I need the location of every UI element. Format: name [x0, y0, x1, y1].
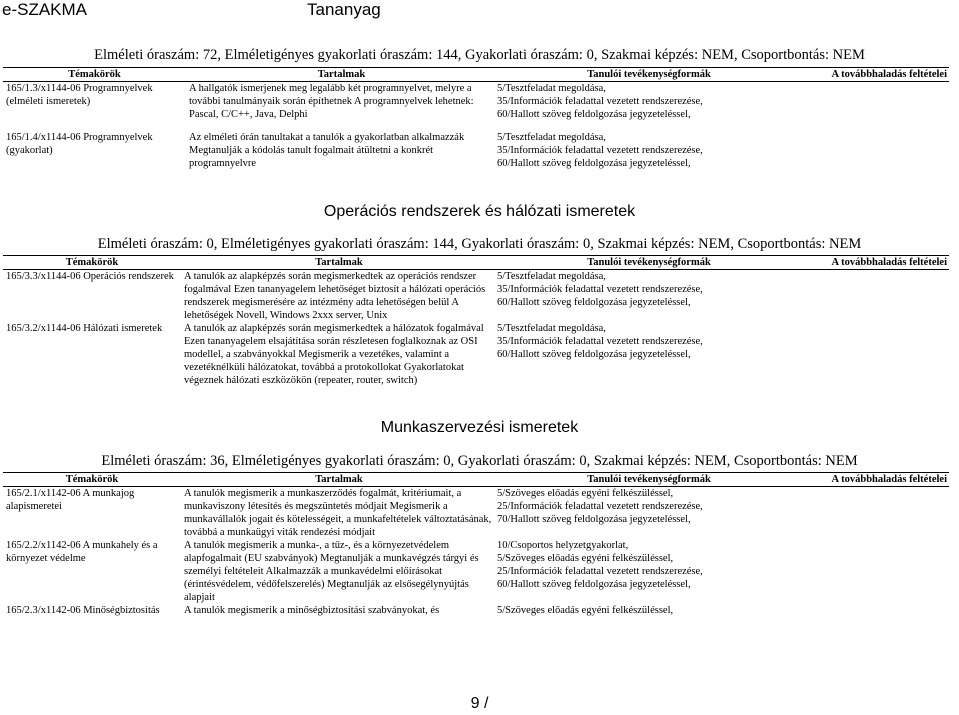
section-meta: Elméleti óraszám: 72, Elméletigényes gyakorlati óraszám: 144, Gyakorlati óraszám: 0, Szakmai képzés: NEM, Csoportbontás: NEM — [94, 47, 865, 63]
activity-item: 60/Hallott szöveg feldolgozása jegyzeteléssel, — [497, 157, 691, 169]
activity-item: 25/Információk feladattal vezetett rendszerezése, — [497, 501, 703, 512]
header-topics: Témakörök — [3, 256, 181, 270]
table-row — [3, 131, 949, 170]
conditions-cell — [801, 539, 949, 604]
activity-item: 70/Hallott szöveg feldolgozása jegyzeteléssel, — [497, 514, 691, 525]
table-header-row — [3, 68, 949, 82]
content-cell: A tanulók megismerik a munkaszerződés fogalmát, kritériumait, a munkaviszony létesítés és megszüntetés módjait Megismerik a munkavállalók jogait és kötelességeit, a munkafeltételek változtatásának, továbbá a munkaügyi viták rendezési módjait — [184, 488, 492, 538]
document-title: Tananyag — [307, 0, 381, 19]
activity-item: 60/Hallott szöveg feldolgozása jegyzeteléssel, — [497, 579, 691, 590]
section-title: Operációs rendszerek és hálózati ismeretek — [323, 203, 636, 220]
curriculum-table — [3, 472, 949, 617]
content-cell: A tanulók az alapképzés során megismerkedtek az operációs rendszer fogalmával Ezen tananyagelem lehetőséget biztosít a hálózati operációs rendszerek megismerésére az intézmény adta lehetőségen belül A lehetőségek Novell, Windows 2xxx server, Unix — [184, 271, 486, 321]
header-contents: Tartalmak — [181, 473, 497, 487]
activity-item: 5/Tesztfeladat megoldása, — [497, 131, 606, 143]
activity-item: 60/Hallott szöveg feldolgozása jegyzeteléssel, — [497, 109, 691, 120]
activity-item: 60/Hallott szöveg feldolgozása jegyzeteléssel, — [497, 349, 691, 360]
topic-cell: 165/2.3/x1142-06 Minőségbiztosítás — [6, 605, 160, 616]
header-conditions: A továbbhaladás feltételei — [801, 473, 949, 487]
activity-item: 5/Szöveges előadás egyéni felkészüléssel, — [497, 488, 674, 499]
header-activities: Tanulói tevékenységformák — [497, 473, 801, 487]
activities-cell — [497, 131, 801, 170]
activity-item: 5/Szöveges előadás egyéni felkészüléssel, — [497, 553, 674, 564]
curriculum-table — [3, 67, 949, 170]
page-number: 9 / — [470, 695, 489, 712]
section-title: Munkaszervezési ismeretek — [380, 419, 579, 436]
activity-item: 35/Információk feladattal vezetett rendszerezése, — [497, 144, 703, 156]
table-row — [3, 82, 949, 131]
topic-cell: 165/2.1/x1142-06 A munkajog alapismeretei — [6, 488, 135, 512]
activity-item: 5/Tesztfeladat megoldása, — [497, 83, 606, 94]
activities-cell — [497, 322, 801, 387]
table-row — [3, 539, 949, 604]
header-conditions: A továbbhaladás feltételei — [801, 68, 949, 82]
activity-item: 60/Hallott szöveg feldolgozása jegyzeteléssel, — [497, 297, 691, 308]
header-topics: Témakörök — [3, 473, 181, 487]
topic-cell: 165/2.2/x1142-06 A munkahely és a környezet védelme — [6, 540, 158, 564]
activity-item: 35/Információk feladattal vezetett rendszerezése, — [497, 284, 703, 295]
content-cell: A tanulók az alapképzés során megismerkedtek a hálózatok fogalmával Ezen tananyagelem elsajátítása során részletesen foglalkoznak az OSI modellel, a szabványokkal Megismerik a vezetékes, valamint a vezetéknélküli hálózatokat, továbbá a protokollokat Gyakorlatokat végeznek hálózati eszközökön (repeater, router, switch) — [184, 323, 484, 386]
activity-item: 35/Információk feladattal vezetett rendszerezése, — [497, 96, 703, 107]
section-programnyelvek — [0, 47, 959, 170]
table-row — [3, 604, 949, 617]
conditions-cell — [801, 131, 949, 170]
activity-item: 5/Szöveges előadás egyéni felkészüléssel, — [497, 605, 674, 616]
section-meta: Elméleti óraszám: 36, Elméletigényes gyakorlati óraszám: 0, Gyakorlati óraszám: 0, Szakmai képzés: NEM, Csoportbontás: NEM — [101, 453, 858, 469]
header-topics: Témakörök — [3, 68, 186, 82]
header-contents: Tartalmak — [186, 68, 497, 82]
conditions-cell — [801, 487, 949, 540]
activity-item: 5/Tesztfeladat megoldása, — [497, 323, 606, 334]
table-header-row — [3, 256, 949, 270]
content-cell: A tanulók megismerik a munka-, a tűz-, és a környezetvédelem alapfogalmait (EU szabványok) Megtanulják a munkavégzés tárgyi és személyi feltételeit Alkalmazzák a munkavédelmi előírásokat (érintésvédelem, védőfelszerelés) Megtanulják az elsősegélynyújtás alapjait — [184, 540, 479, 603]
header-contents: Tartalmak — [181, 256, 497, 270]
activity-item: 35/Információk feladattal vezetett rendszerezése, — [497, 336, 703, 347]
app-name: e-SZAKMA — [2, 0, 88, 19]
table-header-row — [3, 473, 949, 487]
topic-cell: 165/1.3/x1144-06 Programnyelvek (elméleti ismeretek) — [6, 83, 153, 107]
conditions-cell — [801, 82, 949, 131]
table-row — [3, 322, 949, 387]
topic-cell: 165/3.3/x1144-06 Operációs rendszerek — [6, 271, 174, 282]
conditions-cell — [801, 604, 949, 617]
activities-cell — [497, 604, 801, 617]
section-munkaszervezesi — [0, 419, 959, 617]
activity-item: 10/Csoportos helyzetgyakorlat, — [497, 540, 629, 551]
table-row — [3, 487, 949, 540]
activities-cell — [497, 82, 801, 131]
header-activities: Tanulói tevékenységformák — [497, 256, 801, 270]
curriculum-table — [3, 255, 949, 387]
activities-cell — [497, 487, 801, 540]
page-header — [0, 0, 959, 22]
table-row — [3, 270, 949, 323]
content-cell: A tanulók megismerik a minőségbiztosítási szabványokat, és — [184, 605, 440, 616]
section-meta: Elméleti óraszám: 0, Elméletigényes gyakorlati óraszám: 144, Gyakorlati óraszám: 0, Szakmai képzés: NEM, Csoportbontás: NEM — [97, 236, 862, 252]
activity-item: 5/Tesztfeladat megoldása, — [497, 271, 606, 282]
topic-cell: 165/1.4/x1144-06 Programnyelvek (gyakorlat) — [6, 131, 153, 156]
activities-cell — [497, 270, 801, 323]
content-cell: Az elméleti órán tanultakat a tanulók a gyakorlatban alkalmazzák Megtanulják a kódolás tanult fogalmait átültetni a konkrét programnyelvre — [189, 131, 465, 169]
conditions-cell — [801, 322, 949, 387]
conditions-cell — [801, 270, 949, 323]
topic-cell: 165/3.2/x1144-06 Hálózati ismeretek — [6, 323, 163, 334]
section-operacios-rendszerek — [0, 203, 959, 387]
activity-item: 25/Információk feladattal vezetett rendszerezése, — [497, 566, 703, 577]
header-activities: Tanulói tevékenységformák — [497, 68, 801, 82]
activities-cell — [497, 539, 801, 604]
content-cell: A hallgatók ismerjenek meg legalább két programnyelvet, melyre a további tanulmányaik során építhetnek A programnyelvek lehetnek: Pascal, C/C++, Java, Delphi — [189, 83, 474, 120]
header-conditions: A továbbhaladás feltételei — [801, 256, 949, 270]
